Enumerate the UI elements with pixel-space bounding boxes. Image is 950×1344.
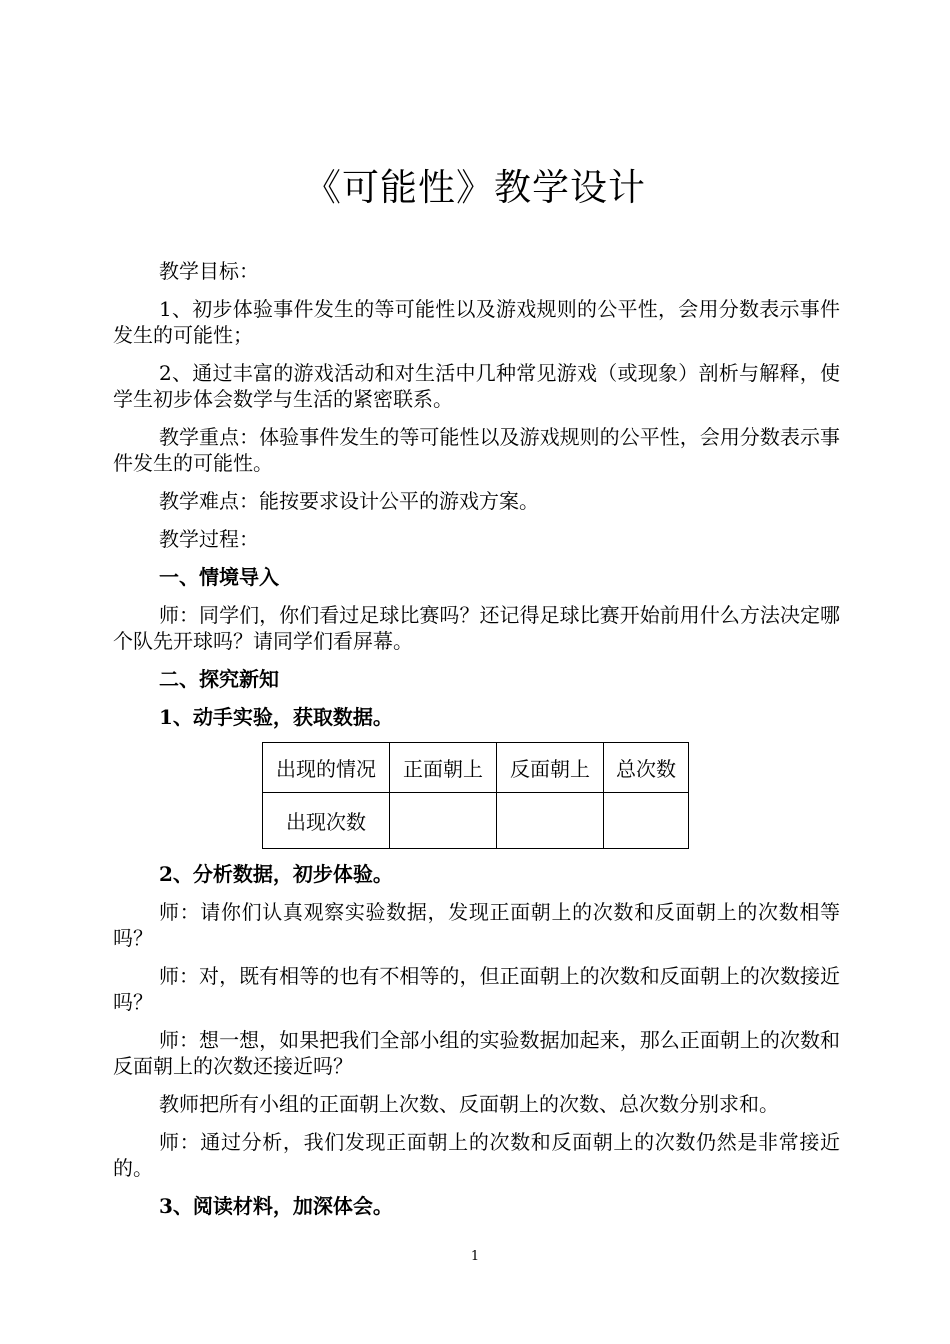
paragraph-intro-dialogue: 师：同学们，你们看过足球比赛吗？还记得足球比赛开始前用什么方法决定哪个队先开球吗？请同学们看屏幕。 xyxy=(113,603,840,653)
paragraph-key-point: 教学重点：体验事件发生的等可能性以及游戏规则的公平性，会用分数表示事件发生的可能性。 xyxy=(113,425,840,475)
paragraph-teacher-action: 教师把所有小组的正面朝上次数、反面朝上的次数、总次数分别求和。 xyxy=(159,1092,779,1116)
experiment-table xyxy=(262,742,689,849)
table-cell: 出现次数 xyxy=(263,793,390,849)
paragraph-process-label: 教学过程： xyxy=(159,527,259,551)
heading-subsection-2: 2、分析数据，初步体验。 xyxy=(159,862,393,886)
paragraph-question-3: 师：想一想，如果把我们全部小组的实验数据加起来，那么正面朝上的次数和反面朝上的次数还接近吗？ xyxy=(113,1028,840,1078)
paragraph-difficulty: 教学难点：能按要求设计公平的游戏方案。 xyxy=(159,489,539,513)
document-body xyxy=(113,258,840,1231)
paragraph-objective-1: 1、初步体验事件发生的等可能性以及游戏规则的公平性，会用分数表示事件发生的可能性； xyxy=(113,297,840,347)
table-row xyxy=(263,793,689,849)
table-header-row xyxy=(263,743,689,793)
heading-section-2: 二、探究新知 xyxy=(159,667,279,691)
table-cell xyxy=(390,793,497,849)
table-header-cell: 反面朝上 xyxy=(497,743,604,793)
paragraph-conclusion: 师：通过分析，我们发现正面朝上的次数和反面朝上的次数仍然是非常接近的。 xyxy=(113,1130,840,1180)
table-header-cell: 出现的情况 xyxy=(263,743,390,793)
heading-subsection-1: 1、动手实验，获取数据。 xyxy=(159,705,393,729)
paragraph-objectives-label: 教学目标： xyxy=(159,259,259,283)
table-header-cell: 正面朝上 xyxy=(390,743,497,793)
table-cell xyxy=(604,793,689,849)
table-cell xyxy=(497,793,604,849)
paragraph-question-1: 师：请你们认真观察实验数据，发现正面朝上的次数和反面朝上的次数相等吗？ xyxy=(113,900,840,950)
page-number: 1 xyxy=(470,1249,480,1264)
paragraph-question-2: 师：对，既有相等的也有不相等的，但正面朝上的次数和反面朝上的次数接近吗？ xyxy=(113,964,840,1014)
heading-section-1: 一、情境导入 xyxy=(159,565,279,589)
document-title: 《可能性》教学设计 xyxy=(304,166,646,209)
heading-subsection-3: 3、阅读材料，加深体会。 xyxy=(159,1194,393,1218)
table-header-cell: 总次数 xyxy=(604,743,689,793)
paragraph-objective-2: 2、通过丰富的游戏活动和对生活中几种常见游戏（或现象）剖析与解释，使学生初步体会数学与生活的紧密联系。 xyxy=(113,361,840,411)
